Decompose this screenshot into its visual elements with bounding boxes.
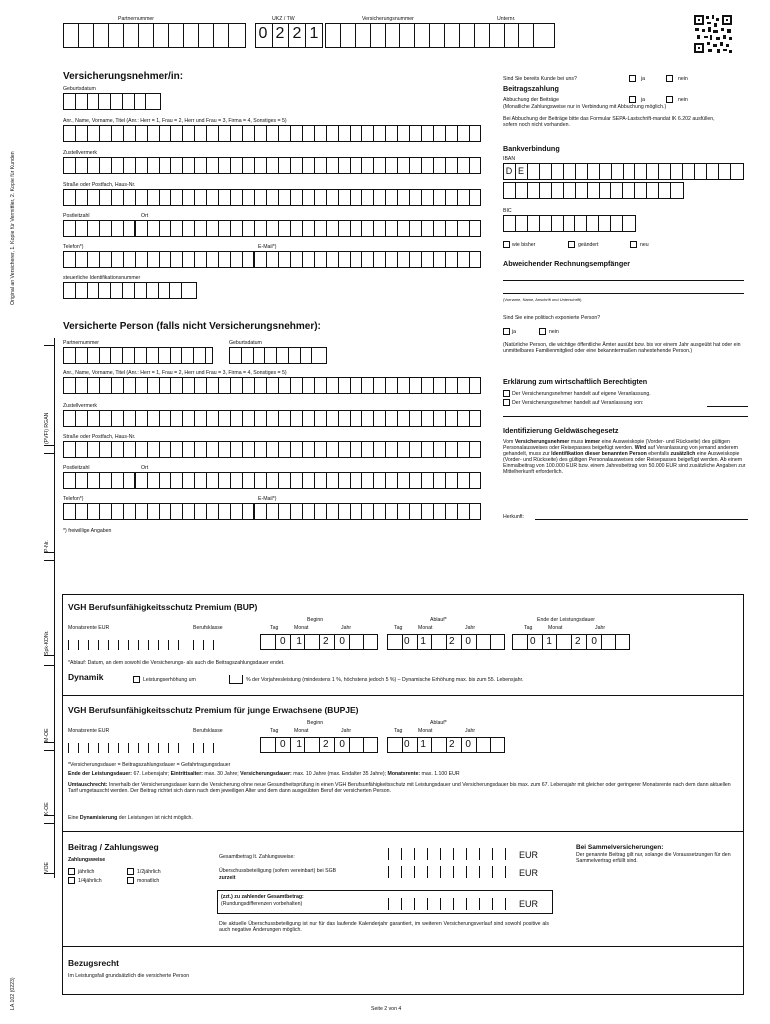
bupje-beginn-label: Beginn bbox=[307, 720, 324, 726]
erkl-title: Erklärung zum wirtschaftlich Berechtigten bbox=[503, 377, 648, 386]
abbuchung-nein-label: nein bbox=[678, 97, 688, 103]
vn-title: Versicherungsnehmer/in: bbox=[63, 71, 184, 82]
kunde-ja-checkbox[interactable] bbox=[629, 75, 636, 82]
bupje-ablauf-tag: 0 1 bbox=[404, 739, 430, 750]
bic-field[interactable] bbox=[503, 215, 636, 232]
vp-name-label: Anr., Name, Vorname, Titel (Anr.: Herr = 1, Frau = 2, Herr und Frau = 3, Firma = 4, Sonstiges = 5) bbox=[63, 370, 287, 376]
ukz-digit: 2 bbox=[275, 25, 285, 42]
bic-label: BIC bbox=[503, 208, 512, 214]
zahlender-eur: EUR bbox=[519, 899, 539, 909]
bupje-berufsklasse-label: Berufsklasse bbox=[193, 728, 223, 734]
vp-footnote: *) freiwillige Angaben bbox=[63, 528, 112, 534]
bupje-beginn-field[interactable] bbox=[260, 737, 378, 753]
gwg-text: Vom Versicherungsnehmer muss immer eine Ausweiskopie (Vorder- und Rückseite) des gültigen Personalausweises oder Reisepasses beigefügt werden. Wird auf Veranlassung von jemand anderem gehandelt, muss zur Identifikation dieser benannten Person ebenfalls zusätzlich eine Ausweiskopie (Vorder- und Rückseite) des gültigen Personalausweises oder Reisepasses beigefügt werden. Ab einem Einmalbeitrag von 100.000 EUR bzw. einem Jahresbeitrag von 50.000 EUR sind zusätzliche Angaben zur Mittelherkunft erforderlich. bbox=[503, 439, 746, 475]
bankverbindung-title: Bankverbindung bbox=[503, 144, 560, 153]
halbjaehrlich-checkbox[interactable] bbox=[127, 868, 134, 875]
neu-label: neu bbox=[640, 242, 649, 248]
vn-steuer-field[interactable] bbox=[63, 282, 197, 299]
bupje-ablauf-jahr-label: Jahr bbox=[465, 728, 476, 734]
bup-ende-jahr: 2 0 bbox=[575, 636, 601, 647]
ueberschuss-label: Überschussbeteiligung (sofern vereinbart) bei SGB bbox=[219, 868, 337, 874]
ueberschuss-eur: EUR bbox=[519, 868, 539, 878]
vp-strasse-field[interactable] bbox=[63, 441, 481, 458]
margin-copy-note: Original an Versicherer, 1. Kopie für Vermittler, 2. Kopie für Kunden bbox=[10, 151, 16, 305]
beitrag-title: Beitrag / Zahlungsweg bbox=[68, 842, 159, 852]
label-unternr: Unternr. bbox=[497, 16, 516, 22]
page-number: Seite 2 von 4 bbox=[371, 1006, 402, 1012]
bup-ablauf-note: *Ablauf: Datum, an dem sowohl die Versicherungs- als auch die Beitragszahlungsdauer endet. bbox=[68, 660, 285, 666]
partnernummer-field[interactable] bbox=[63, 23, 246, 48]
bup-berufsklasse-label: Berufsklasse bbox=[193, 625, 223, 631]
bup-title: VGH Berufsunfähigkeitsschutz Premium (BUP) bbox=[68, 602, 258, 612]
iban-field-2[interactable] bbox=[503, 182, 684, 199]
erkl-fremd-label: Der Versicherungsnehmer handelt auf Veranlassung von: bbox=[512, 400, 644, 406]
label-ukz: UKZ / TW bbox=[272, 16, 295, 22]
bup-monatsrente-field[interactable] bbox=[68, 640, 188, 650]
vierteljaehrlich-label: 1/4jährlich bbox=[78, 878, 102, 884]
margin-field-pvfi: (PVFI) RGAN bbox=[44, 412, 50, 444]
bezug-text: Im Leistungsfall grundsätzlich die versicherte Person bbox=[68, 973, 190, 979]
product-box bbox=[62, 594, 744, 995]
bupje-ablauf-jahr: 2 0 bbox=[449, 739, 475, 750]
vp-telefon-label: Telefon*) bbox=[63, 496, 84, 502]
bup-ablauf-jahr-label: Jahr bbox=[465, 625, 476, 631]
dynamik-title: Dynamik bbox=[68, 672, 104, 682]
vp-email-label: E-Mail*) bbox=[258, 496, 277, 502]
vn-email-label: E-Mail*) bbox=[258, 244, 277, 250]
bup-beginn-label: Beginn bbox=[307, 617, 324, 623]
margin-field-moe: M-OE bbox=[44, 728, 50, 742]
margin-field-spk: Spk-KDNr. bbox=[44, 630, 50, 655]
bupje-berufsklasse-field[interactable] bbox=[193, 743, 223, 753]
vn-steuer-label: steuerliche Identifikationsnummer bbox=[63, 275, 141, 281]
jaehrlich-label: jährlich bbox=[78, 869, 95, 875]
form-number: LA 102 (0223) bbox=[10, 977, 16, 1010]
abw-title: Abweichender Rechnungsempfänger bbox=[503, 259, 631, 268]
ueberschuss-field[interactable] bbox=[388, 866, 506, 878]
vp-zustell-label: Zustellvermerk bbox=[63, 403, 98, 409]
bupje-monat-label: Monat bbox=[294, 728, 309, 734]
bup-ablauf-tag: 0 1 bbox=[404, 636, 430, 647]
zahlender-field[interactable] bbox=[388, 898, 506, 910]
bup-ende-label: Ende der Leistungsdauer bbox=[537, 617, 595, 623]
pep-note: (Natürliche Person, die wichtige öffentliche Ämter ausübt bzw. bis vor einem Jahr ausgeübt hat oder ein unmittelbares Familienmitglied oder eine bekanntermaßen nahestehende Person.) bbox=[503, 342, 741, 354]
erkl-eigene-checkbox[interactable] bbox=[503, 390, 510, 397]
vp-geburtsdatum-label: Geburtsdatum bbox=[229, 340, 262, 346]
neu-checkbox[interactable] bbox=[630, 241, 637, 248]
geaendert-label: geändert bbox=[578, 242, 599, 248]
pep-ja-label: ja bbox=[512, 329, 517, 335]
vp-ort-label: Ort bbox=[141, 465, 149, 471]
abbuchung-label: Abbuchung der Beiträge bbox=[503, 97, 559, 103]
bupje-beginn-jahr: 2 0 bbox=[323, 739, 349, 750]
margin-field-koe: K-OE bbox=[44, 802, 50, 815]
bupje-monatsrente-field[interactable] bbox=[68, 743, 188, 753]
vn-name-label: Anr., Name, Vorname, Titel (Anr.: Herr = 1, Frau = 2, Herr und Frau = 3, Firma = 4, Sonstiges = 5) bbox=[63, 118, 287, 124]
kunde-ja-label: ja bbox=[641, 76, 646, 82]
bupje-beginn-tag: 0 1 bbox=[280, 739, 306, 750]
dynamik-check-label: Leistungserhöhung um bbox=[143, 677, 196, 683]
abbuchung-ja-label: ja bbox=[641, 97, 646, 103]
bezug-title: Bezugsrecht bbox=[68, 958, 120, 968]
abbuchung-nein-checkbox[interactable] bbox=[666, 96, 673, 103]
ukz-digit: 1 bbox=[309, 25, 319, 42]
herkunft-label: Herkunft: bbox=[503, 514, 525, 520]
bupje-title: VGH Berufsunfähigkeitsschutz Premium für junge Erwachsene (BUPJE) bbox=[68, 705, 359, 715]
bup-ablauf-jahr: 2 0 bbox=[449, 636, 475, 647]
dynamik-percent-field[interactable] bbox=[229, 675, 243, 684]
dynamik-checkbox[interactable] bbox=[133, 676, 140, 683]
zahlender-note: (Rundungsdifferenzen vorbehalten) bbox=[221, 901, 303, 907]
vp-plz-label: Postleitzahl bbox=[63, 465, 90, 471]
vp-plz-ort-field[interactable] bbox=[63, 472, 481, 489]
bup-berufsklasse-field[interactable] bbox=[193, 640, 223, 650]
pep-nein-checkbox[interactable] bbox=[539, 328, 546, 335]
erkl-fremd-checkbox[interactable] bbox=[503, 399, 510, 406]
ukz-digit: 0 bbox=[258, 25, 268, 42]
margin-field-voe: VOE bbox=[44, 862, 50, 873]
wie-bisher-checkbox[interactable] bbox=[503, 241, 510, 248]
bup-ende-monat-label: Monat bbox=[548, 625, 563, 631]
vn-zustell-label: Zustellvermerk bbox=[63, 150, 98, 156]
bup-ende-tag-label: Tag bbox=[524, 625, 533, 631]
vp-title: Versicherte Person (falls nicht Versicherungsnehmer): bbox=[63, 321, 321, 332]
vp-geburtsdatum-field[interactable] bbox=[229, 347, 327, 364]
vn-zustell-field[interactable] bbox=[63, 157, 481, 174]
zurzeit-label: zurzeit bbox=[219, 875, 236, 881]
vn-strasse-label: Straße oder Postfach, Haus-Nr. bbox=[63, 182, 136, 188]
abw-caption: (Vorname, Name, Anschrift und Unterschrift) bbox=[503, 297, 582, 302]
iban-label: IBAN bbox=[503, 156, 516, 162]
geaendert-checkbox[interactable] bbox=[568, 241, 575, 248]
sammel-text: Der genannte Beitrag gilt nur, solange die Voraussetzungen für den Sammelvertrag erfüllt sind. bbox=[576, 852, 731, 864]
bupje-ablauf-monat-label: Monat bbox=[418, 728, 433, 734]
vp-partner-label: Partnernummer bbox=[63, 340, 100, 346]
vp-telefon-email-field[interactable] bbox=[63, 503, 481, 520]
bupje-ablauf-tag-label: Tag bbox=[394, 728, 403, 734]
monatlich-label: monatlich bbox=[137, 878, 160, 884]
vp-strasse-label: Straße oder Postfach, Haus-Nr. bbox=[63, 434, 136, 440]
label-versicherungsnummer: Versicherungsnummer bbox=[362, 16, 414, 22]
erkl-eigene-label: Der Versicherungsnehmer handelt auf eigene Veranlassung. bbox=[512, 391, 651, 397]
pep-question: Sind Sie eine politisch exponierte Person? bbox=[503, 315, 601, 321]
bupje-dynamisierung: Eine Dynamisierung der Leistungen ist nicht möglich. bbox=[68, 815, 193, 821]
vn-geburtsdatum-field[interactable] bbox=[63, 93, 161, 110]
pep-ja-checkbox[interactable] bbox=[503, 328, 510, 335]
zahlungsweise-label: Zahlungsweise bbox=[68, 857, 106, 863]
bup-beginn-jahr: 2 0 bbox=[323, 636, 349, 647]
vn-telefon-label: Telefon*) bbox=[63, 244, 84, 250]
gesamtbetrag-field[interactable] bbox=[388, 848, 506, 860]
vn-geburtsdatum-label: Geburtsdatum bbox=[63, 86, 96, 92]
margin-field-pnr: P-Nr. bbox=[44, 540, 50, 552]
vn-strasse-field[interactable] bbox=[63, 189, 481, 206]
bup-tag-label: Tag bbox=[270, 625, 279, 631]
pep-nein-label: nein bbox=[549, 329, 559, 335]
kunde-nein-label: nein bbox=[678, 76, 688, 82]
bup-beginn-tag: 0 1 bbox=[280, 636, 306, 647]
zahlender-label: (zzt.) zu zahlender Gesamtbetrag: bbox=[221, 894, 304, 900]
bupje-tag-label: Tag bbox=[270, 728, 279, 734]
label-partnernummer: Partnernummer bbox=[118, 16, 155, 22]
vierteljaehrlich-checkbox[interactable] bbox=[68, 877, 75, 884]
bupje-umtausch: Umtauschrecht: Innerhalb der Versicherungsdauer kann die Versicherung ohne neue Gesundheitsprüfung in einen VGH Berufsunfähigkeitsschutz mit Leistungsdauer und Versicherungsdauer bis max. zum 67. Lebensjahr mit gleicher oder geringerer Monatsrente nach dem dann aktuellen Tarif umgetauscht werden. Der Beitrag richtet sich dann nach dem jeweiligen Alter und dem dann ausgeübten Beruf der versicherten Person. bbox=[68, 782, 731, 794]
vn-telefon-email-field[interactable] bbox=[63, 251, 481, 268]
bup-ablauf-monat-label: Monat bbox=[418, 625, 433, 631]
abbuchung-note: (Monatliche Zahlungsweise nur in Verbindung mit Abbuchung möglich.) bbox=[503, 104, 667, 110]
sammel-title: Bei Sammelversicherungen: bbox=[576, 844, 664, 851]
bup-ablauf-tag-label: Tag bbox=[394, 625, 403, 631]
bup-beginn-field[interactable] bbox=[260, 634, 378, 650]
beitragszahlung-title: Beitragszahlung bbox=[503, 84, 559, 93]
garantie-note: Die aktuelle Überschussbeteiligung ist nur für das laufende Kalenderjahr garantiert, im weiteren Versicherungsverlauf sind sowohl positive als auch negative Änderungen möglich. bbox=[219, 921, 549, 933]
abbuchung-ja-checkbox[interactable] bbox=[629, 96, 636, 103]
vn-plz-label: Postleitzahl bbox=[63, 213, 90, 219]
bup-monat-label: Monat bbox=[294, 625, 309, 631]
versicherungsnummer-field[interactable] bbox=[325, 23, 555, 48]
bup-jahr-label: Jahr bbox=[341, 625, 352, 631]
ukz-digit: 2 bbox=[292, 25, 302, 42]
vp-partner-field[interactable] bbox=[63, 347, 213, 364]
monatlich-checkbox[interactable] bbox=[127, 877, 134, 884]
bupje-jahr-label: Jahr bbox=[341, 728, 352, 734]
gwg-title: Identifizierung Geldwäschegesetz bbox=[503, 426, 619, 435]
kunde-nein-checkbox[interactable] bbox=[666, 75, 673, 82]
vp-zustell-field[interactable] bbox=[63, 410, 481, 427]
bup-ablauf-label: Ablauf* bbox=[430, 617, 447, 623]
bupje-note-1: *Versicherungsdauer = Beitragszahlungsdauer = Gefahrtragungsdauer bbox=[68, 762, 231, 768]
iban-d: D bbox=[505, 166, 513, 176]
sepa-note: Bei Abbuchung der Beiträge bitte das Formular SEPA-Lastschrift-mandat IK 6.202 ausfüllen, sofern noch nicht vorhanden. bbox=[503, 116, 715, 128]
vn-name-field[interactable] bbox=[63, 125, 481, 142]
gesamtbetrag-eur: EUR bbox=[519, 850, 539, 860]
vn-plz-ort-field[interactable] bbox=[63, 220, 481, 237]
kunde-question: Sind Sie bereits Kunde bei uns? bbox=[503, 76, 577, 82]
bupje-ablauf-label: Ablauf* bbox=[430, 720, 447, 726]
iban-e: E bbox=[517, 166, 524, 176]
dynamik-text: % der Vorjahresleistung (mindestens 1 %, höchstens jedoch 5 %) – Dynamische Erhöhung max. bis zum 55. Lebensjahr. bbox=[246, 677, 524, 683]
jaehrlich-checkbox[interactable] bbox=[68, 868, 75, 875]
vp-name-field[interactable] bbox=[63, 377, 481, 394]
bupje-note-2: Ende der Leistungsdauer: 67. Lebensjahr; Eintrittsalter: max. 30 Jahre; Versicherungsdauer: max. 10 Jahre (max. Endalter 35 Jahre); Monatsrente: max. 1.100 EUR bbox=[68, 771, 460, 777]
gesamtbetrag-label: Gesamtbetrag lt. Zahlungsweise: bbox=[219, 854, 295, 860]
halbjaehrlich-label: 1/2jährlich bbox=[137, 869, 161, 875]
wie-bisher-label: wie bisher bbox=[512, 242, 536, 248]
bup-ende-jahr-label: Jahr bbox=[595, 625, 606, 631]
qr-code bbox=[693, 14, 733, 54]
bup-ende-tag: 0 1 bbox=[530, 636, 556, 647]
iban-field-1[interactable] bbox=[503, 163, 744, 180]
vn-ort-label: Ort bbox=[141, 213, 149, 219]
bup-monatsrente-label: Monatsrente EUR bbox=[68, 625, 110, 631]
bupje-monatsrente-label: Monatsrente EUR bbox=[68, 728, 110, 734]
